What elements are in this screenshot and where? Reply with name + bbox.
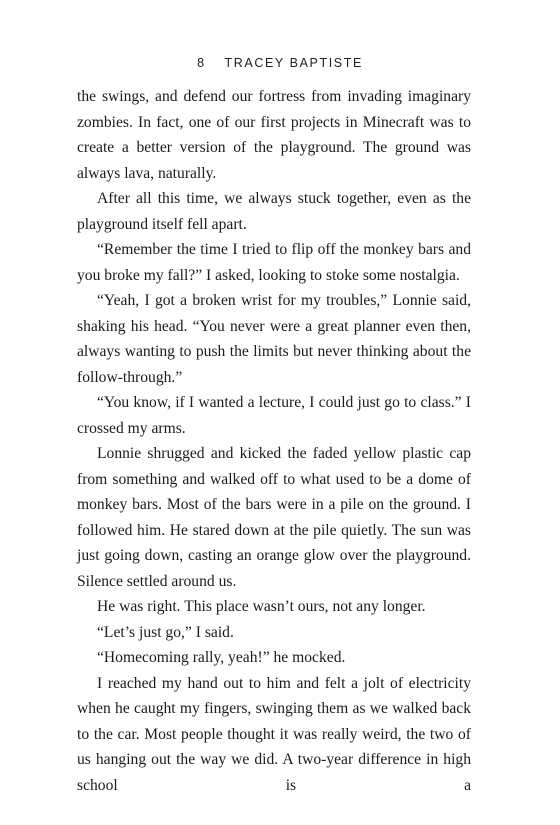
paragraph: “Homecoming rally, yeah!” he mocked. [97,649,346,666]
body-text [77,84,471,798]
page-number: 8 [197,56,206,70]
paragraph: He was right. This place wasn’t ours, not any longer. [97,598,426,615]
paragraph: After all this time, we always stuck together, even as the playground itself fell apart. [77,190,471,233]
paragraph: “Let’s just go,” I said. [97,623,234,641]
paragraph: I reached my hand out to him and felt a jolt of electricity when he caught my fingers, swinging them as we walked back to the car. Most people thought it was really weird, the two of us hanging out the way we did. A two-year difference in high school is a [77,674,471,794]
paragraph: “Yeah, I got a broken wrist for my troubles,” Lonnie said, shaking his head. “You never were a great planner even then, always wanting to push the limits but never thinking about the follow-through.” [77,292,471,386]
paragraph: Lonnie shrugged and kicked the faded yellow plastic cap from something and walked off to what used to be a dome of monkey bars. Most of the bars were in a pile on the ground. I followed him. He stared down at the pile quietly. The sun was just going down, casting an orange glow over the playground. Silence settled around us. [77,445,471,590]
author-name: TRACEY BAPTISTE [224,56,363,70]
paragraph: “You know, if I wanted a lecture, I could just go to class.” I crossed my arms. [77,394,471,437]
running-head [0,56,560,70]
paragraph: the swings, and defend our fortress from invading imaginary zombies. In fact, one of our first projects in Minecraft was to create a better version of the playground. The ground was always lava, naturally. [77,88,471,182]
paragraph: “Remember the time I tried to flip off the monkey bars and you broke my fall?” I asked, looking to stoke some nostalgia. [77,241,471,284]
